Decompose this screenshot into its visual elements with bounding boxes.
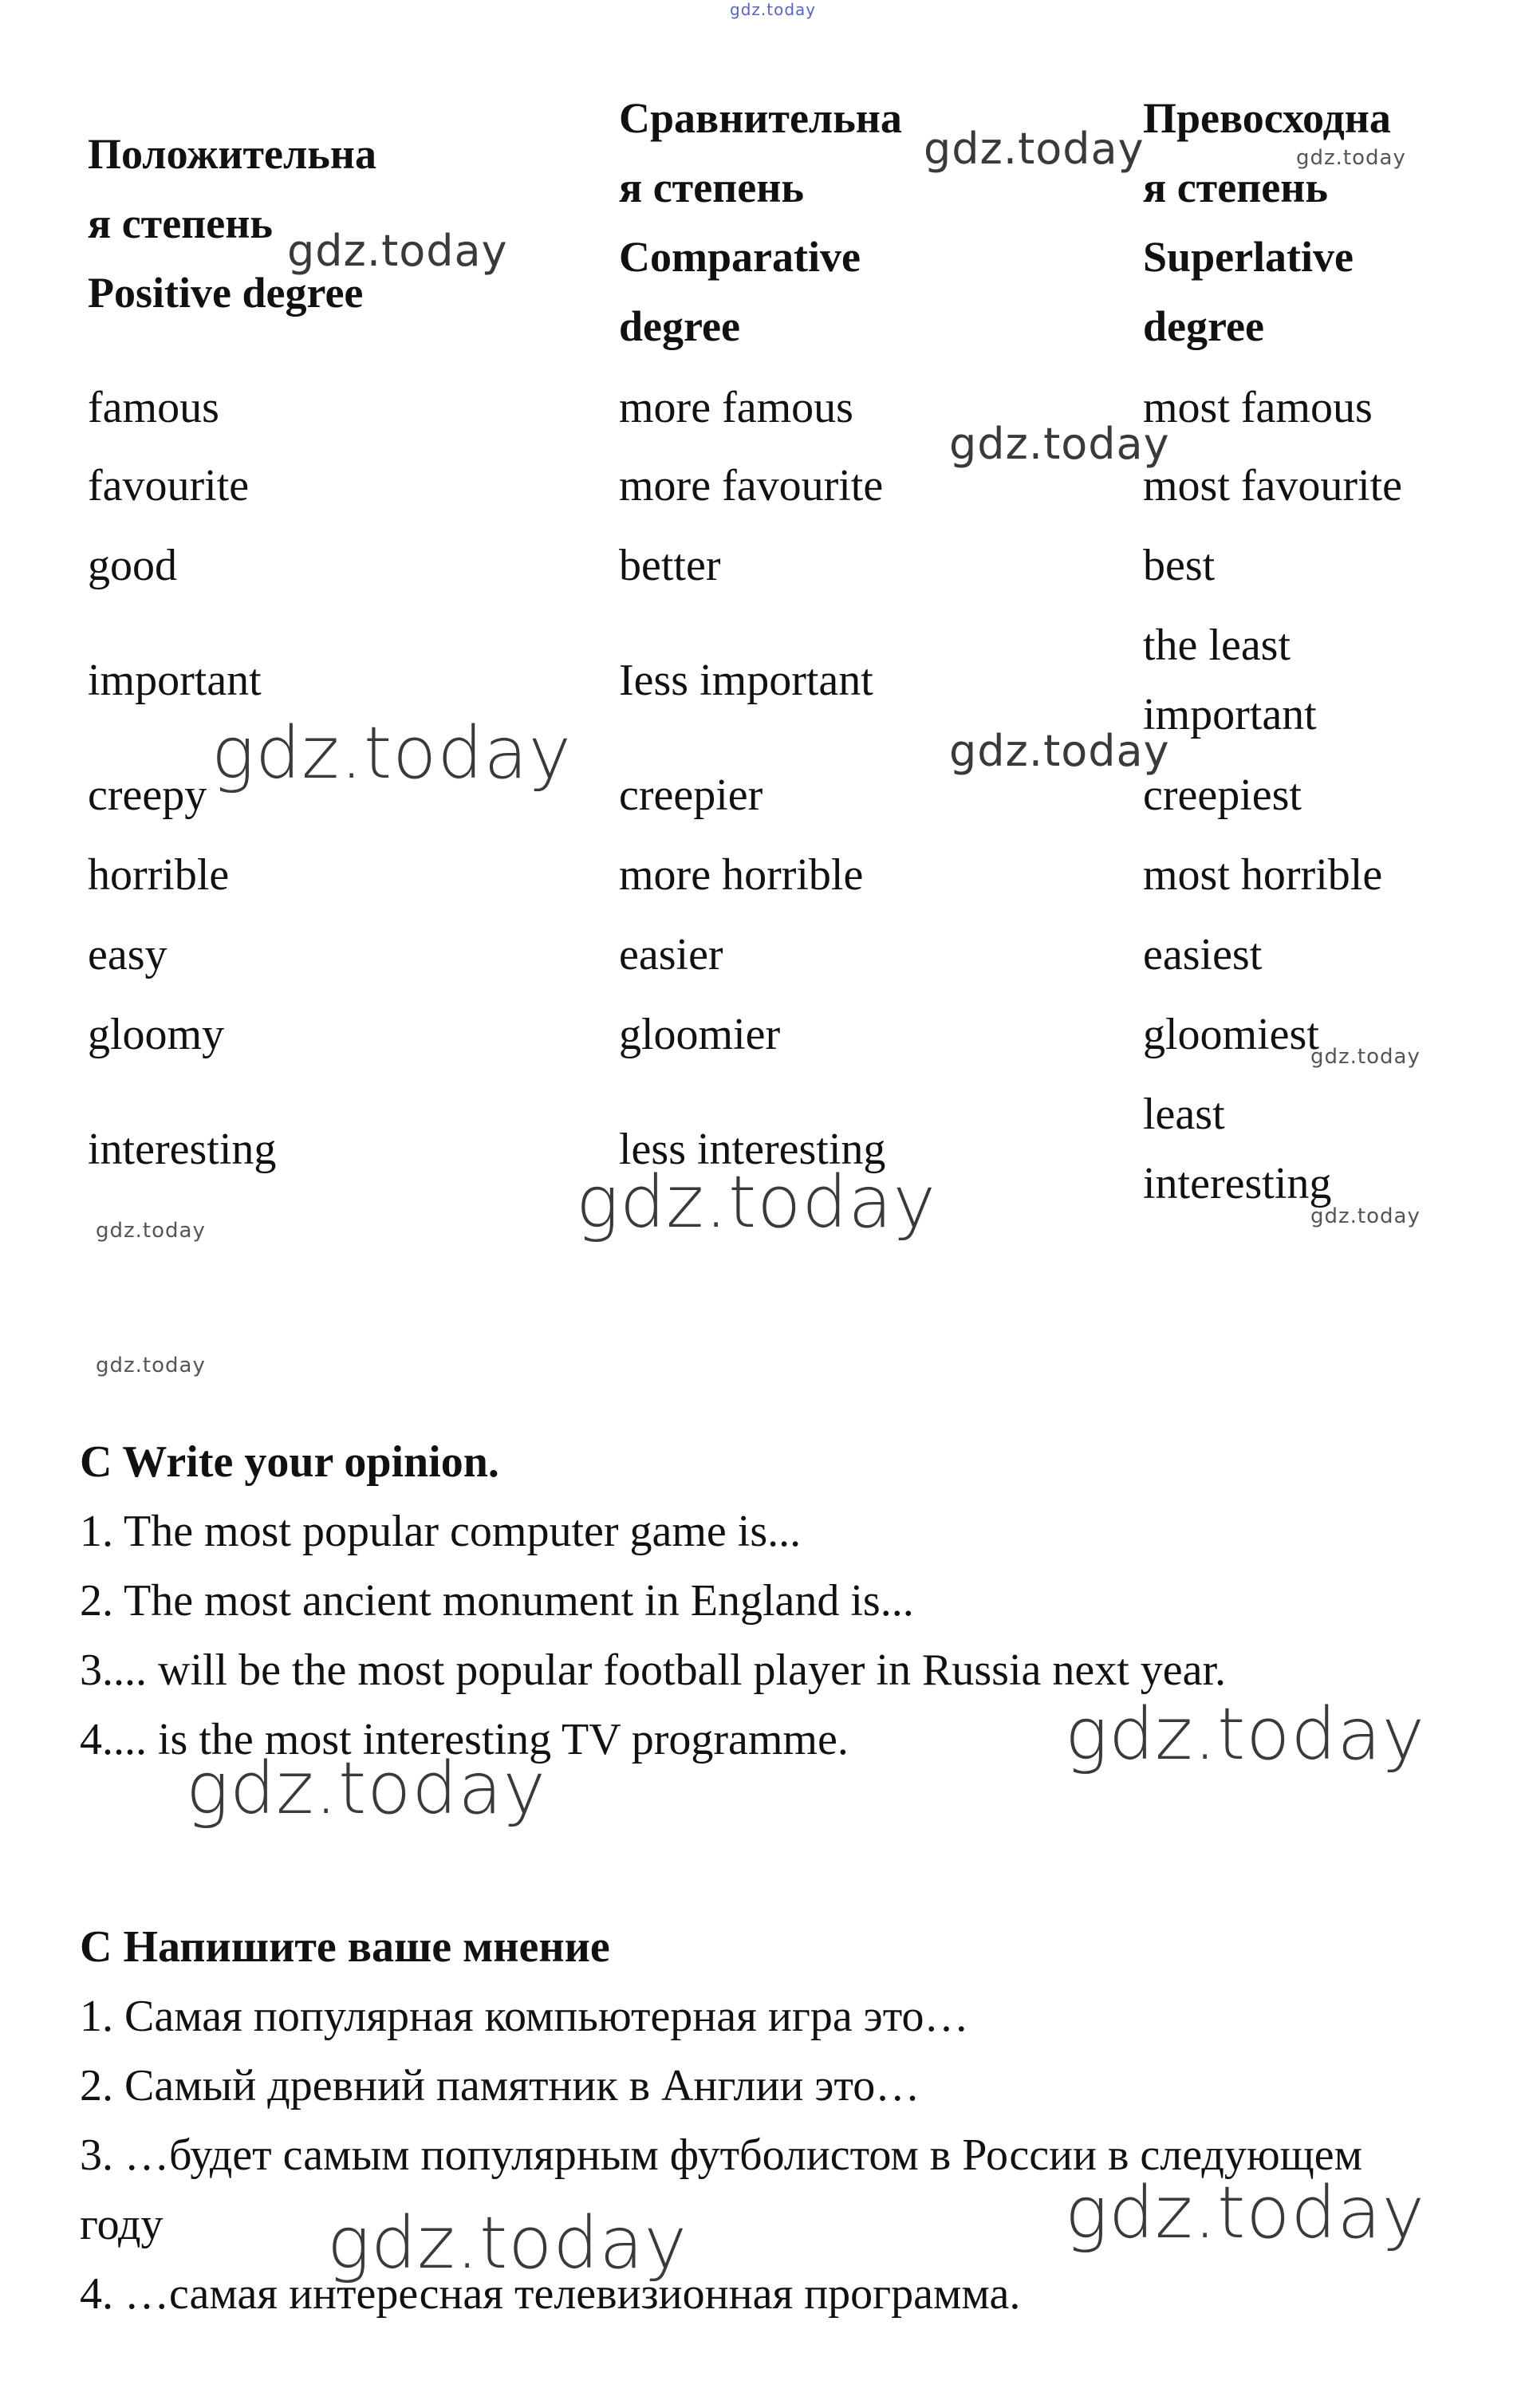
table-cell: more famous: [619, 383, 853, 432]
table-cell: interesting: [88, 1125, 277, 1174]
watermark: gdz.today: [96, 1354, 206, 1377]
watermark: gdz.today: [287, 226, 508, 276]
table-cell: gloomy: [88, 1010, 225, 1059]
table-cell: easier: [619, 930, 723, 979]
list-item: 4.... is the most interesting TV programme.: [80, 1715, 849, 1764]
section-title-ru: С Напишите ваше мнение: [80, 1922, 610, 1972]
table-cell: the least important: [1143, 621, 1317, 739]
watermark: gdz.today: [1065, 2171, 1425, 2255]
table-cell: most favourite: [1143, 461, 1403, 510]
watermark: gdz.today: [1310, 1204, 1421, 1228]
list-item: 2. The most ancient monument in England is...: [80, 1576, 914, 1626]
list-item: 3.... will be the most popular football player in Russia next year.: [80, 1645, 1227, 1695]
table-cell: less interesting: [619, 1125, 886, 1174]
table-cell: creepier: [619, 770, 763, 820]
table-cell: favourite: [88, 461, 250, 510]
watermark: gdz.today: [1296, 146, 1406, 170]
table-cell: famous: [88, 383, 219, 432]
table-cell: more horrible: [619, 850, 864, 900]
list-item: 1. The most popular computer game is...: [80, 1507, 802, 1556]
list-item: 3. …будет самым популярным футболистом в России в следующем году: [80, 2130, 1363, 2249]
header-superlative-degree: Превосходна я степень Superlative degree: [1143, 94, 1391, 350]
table-cell: easiest: [1143, 930, 1263, 979]
table-cell: most horrible: [1143, 850, 1383, 900]
header-comparative-degree: Сравнительна я степень Comparative degree: [619, 94, 902, 350]
list-item: 2. Самый древний памятник в Англии это…: [80, 2061, 920, 2110]
table-cell: most famous: [1143, 383, 1373, 432]
table-cell: easy: [88, 930, 167, 979]
table-cell: Iess important: [619, 656, 873, 705]
watermark: gdz.today: [1065, 1693, 1425, 1776]
table-cell: good: [88, 541, 177, 590]
watermark: gdz.today: [327, 2201, 688, 2285]
watermark: gdz.today: [949, 419, 1170, 469]
watermark: gdz.today: [949, 726, 1170, 776]
watermark: gdz.today: [186, 1747, 546, 1831]
table-cell: gloomiest: [1143, 1010, 1319, 1059]
watermark: gdz.today: [730, 0, 817, 19]
table-cell: creepy: [88, 770, 207, 820]
table-cell: important: [88, 656, 262, 705]
table-cell: horrible: [88, 850, 230, 900]
table-cell: creepiest: [1143, 770, 1302, 820]
watermark: gdz.today: [924, 124, 1145, 174]
list-item: 1. Самая популярная компьютерная игра это…: [80, 1992, 969, 2041]
table-cell: least interesting: [1143, 1090, 1332, 1208]
table-cell: best: [1143, 541, 1216, 590]
list-item: 4. …самая интересная телевизионная программа.: [80, 2269, 1021, 2319]
watermark: gdz.today: [96, 1219, 206, 1243]
watermark: gdz.today: [1310, 1045, 1421, 1069]
watermark: gdz.today: [211, 711, 572, 795]
section-title-en: C Write your opinion.: [80, 1437, 499, 1487]
table-cell: more favourite: [619, 461, 884, 510]
watermark: gdz.today: [576, 1161, 936, 1244]
header-positive-degree: Положительна я степень Positive degree: [88, 130, 376, 317]
table-cell: better: [619, 541, 721, 590]
table-cell: gloomier: [619, 1010, 781, 1059]
